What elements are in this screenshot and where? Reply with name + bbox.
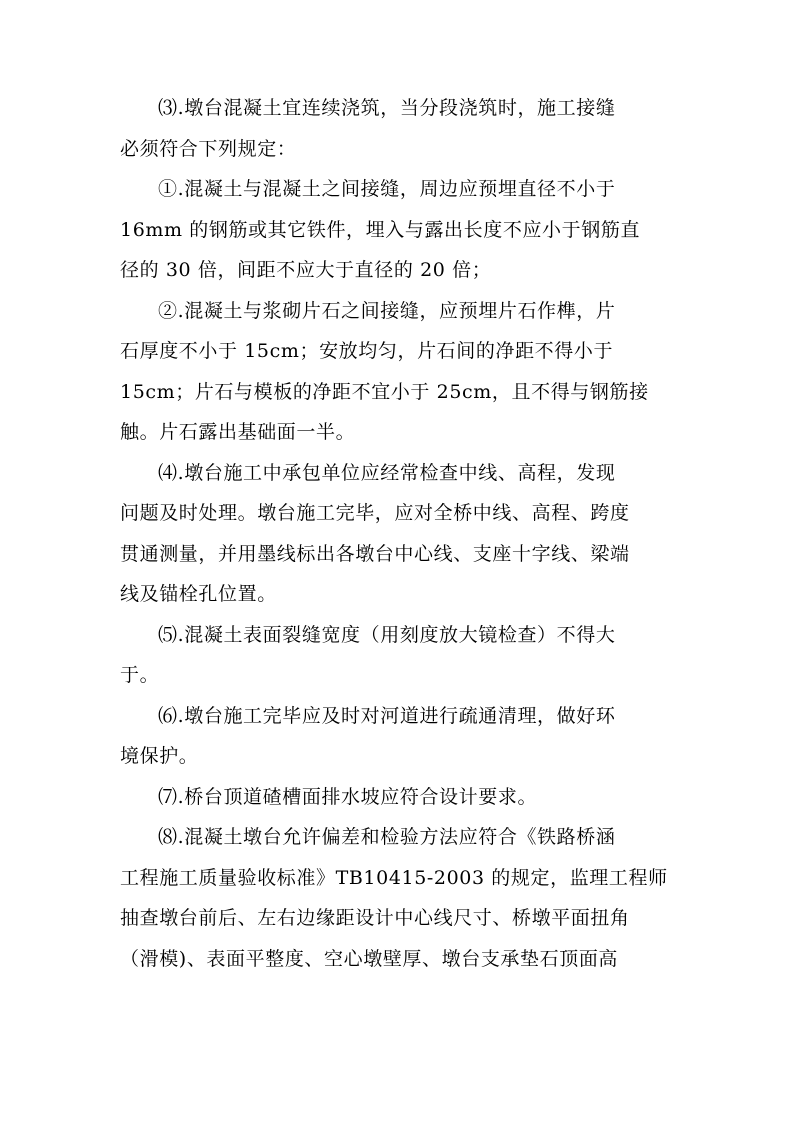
text-line: 线及锚栓孔位置。 bbox=[120, 583, 277, 605]
document-body bbox=[120, 88, 673, 979]
text-line: ⑺.桥台顶道碴槽面排水坡应符合设计要求。 bbox=[158, 785, 538, 808]
text-line: 抽查墩台前后、左右边缘距设计中心线尺寸、桥墩平面扭角 bbox=[120, 907, 630, 929]
text-line: 境保护。 bbox=[120, 745, 199, 767]
text-line: 贯通测量，并用墨线标出各墩台中心线、支座十字线、梁端 bbox=[120, 542, 630, 565]
paragraph-item-7 bbox=[120, 777, 673, 818]
text-line: 石厚度不小于 15cm；安放均匀，片石间的净距不得小于 bbox=[120, 340, 614, 362]
text-line: ⑸.混凝土表面裂缝宽度（用刻度放大镜检查）不得大 bbox=[158, 623, 616, 646]
text-line: 问题及时处理。墩台施工完毕，应对全桥中线、高程、跨度 bbox=[120, 502, 630, 524]
paragraph-item-3 bbox=[120, 88, 673, 169]
paragraph-item-4 bbox=[120, 453, 673, 615]
text-line: ⑶.墩台混凝土宜连续浇筑，当分段浇筑时，施工接缝 bbox=[158, 97, 616, 119]
text-line: 16mm 的钢筋或其它铁件，埋入与露出长度不应小于钢筋直 bbox=[120, 218, 641, 241]
text-line: ⑷.墩台施工中承包单位应经常检查中线、高程，发现 bbox=[158, 461, 616, 484]
paragraph-item-3-2 bbox=[120, 291, 673, 453]
text-line: 径的 30 倍，间距不应大于直径的 20 倍； bbox=[120, 259, 492, 281]
text-line: 必须符合下列规定： bbox=[120, 137, 297, 160]
paragraph-item-8 bbox=[120, 817, 673, 979]
text-line: 触。片石露出基础面一半。 bbox=[120, 421, 356, 443]
text-line: （滑模)、表面平整度、空心墩壁厚、墩台支承垫石顶面高 bbox=[120, 947, 619, 970]
text-line: ⑹.墩台施工完毕应及时对河道进行疏通清理，做好环 bbox=[158, 704, 616, 727]
text-line: 于。 bbox=[120, 664, 160, 686]
text-line: ②.混凝土与浆砌片石之间接缝，应预埋片石作榫，片 bbox=[158, 299, 616, 322]
paragraph-item-5 bbox=[120, 615, 673, 696]
text-line: ⑻.混凝土墩台允许偏差和检验方法应符合《铁路桥涵 bbox=[158, 826, 616, 848]
text-line: ①.混凝土与混凝土之间接缝，周边应预埋直径不小于 bbox=[158, 178, 616, 200]
text-line: 15cm；片石与模板的净距不宜小于 25cm，且不得与钢筋接 bbox=[120, 380, 649, 403]
paragraph-item-3-1 bbox=[120, 169, 673, 291]
paragraph-item-6 bbox=[120, 696, 673, 777]
text-line: 工程施工质量验收标准》TB10415-2003 的规定，监理工程师 bbox=[120, 866, 668, 889]
